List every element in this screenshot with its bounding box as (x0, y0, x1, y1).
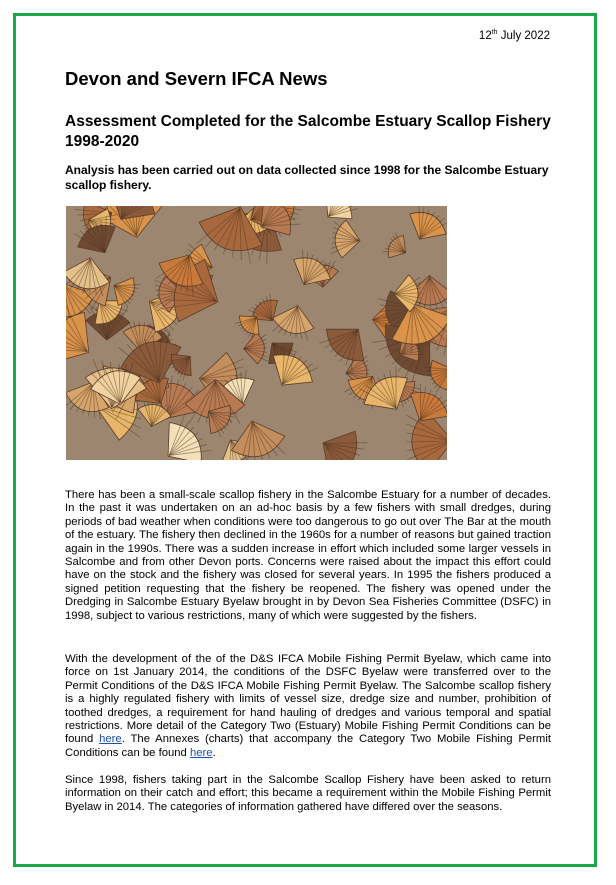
newsletter-title: Devon and Severn IFCA News (65, 68, 328, 89)
publication-date: 12th July 2022 (478, 29, 550, 42)
paragraph-history: There has been a small-scale scallop fishery in the Salcombe Estuary for a number of decades. In the past it was undertaken on an ad-hoc basis by a few fishers with small dredges, during periods of bad weather when conditions were too dangerous to go out over The Bar at the mouth of the estuary. The fishery then declined in the 1960s for a number of reasons but gained traction again in the 1990s. There was a sudden increase in effort which included some larger vessels in Salcombe and from other Devon ports. Concerns were raised about the impact this effort could have on the stock and the fishery was closed for several years. In 1995 the fishers produced a signed petition requesting that the fishery be reopened. The fishery was opened under the Dredging in Salcombe Estuary Byelaw brought in by Devon Sea Fisheries Committee (DSFC) in 1998, subject to various restrictions, many of which were suggested by the fishers. (65, 489, 551, 622)
permit-conditions-link[interactable]: here (99, 733, 122, 746)
article-lede: Analysis has been carried out on data collected since 1998 for the Salcombe Estuary scallop fishery. (65, 163, 549, 192)
annexes-charts-link[interactable]: here (189, 746, 213, 759)
article-title: Assessment Completed for the Salcombe Estuary Scallop Fishery 1998-2020 (65, 113, 551, 150)
scallop-photo (66, 206, 447, 460)
paragraph-data-collection: Since 1998, fishers taking part in the Salcombe Scallop Fishery have been asked to return information on their catch and effort; this became a requirement within the Mobile Fishing Permit Byelaw in 2014. The categories of information gathered have differed over the seasons. (65, 774, 551, 813)
paragraph-regulation: With the development of the of the D&S IFCA Mobile Fishing Permit Byelaw, which came into force on 1st January 2014, the conditions of the DSFC Byelaw were transferred over to the Permit Conditions of the D&S IFCA Mobile Fishing Permit Byelaw. The Salcombe scallop fishery is a highly regulated fishery with limits of vessel size, dredge size and number, prohibition of toothed dredges, a requirement for hand hauling of dredges and various temporal and spatial restrictions. More detail of the Category Two (Estuary) Mobile Fishing Permit Conditions can be found here. The Annexes (charts) that accompany the Category Two Mobile Fishing Permit Conditions can be found here. (65, 653, 551, 759)
